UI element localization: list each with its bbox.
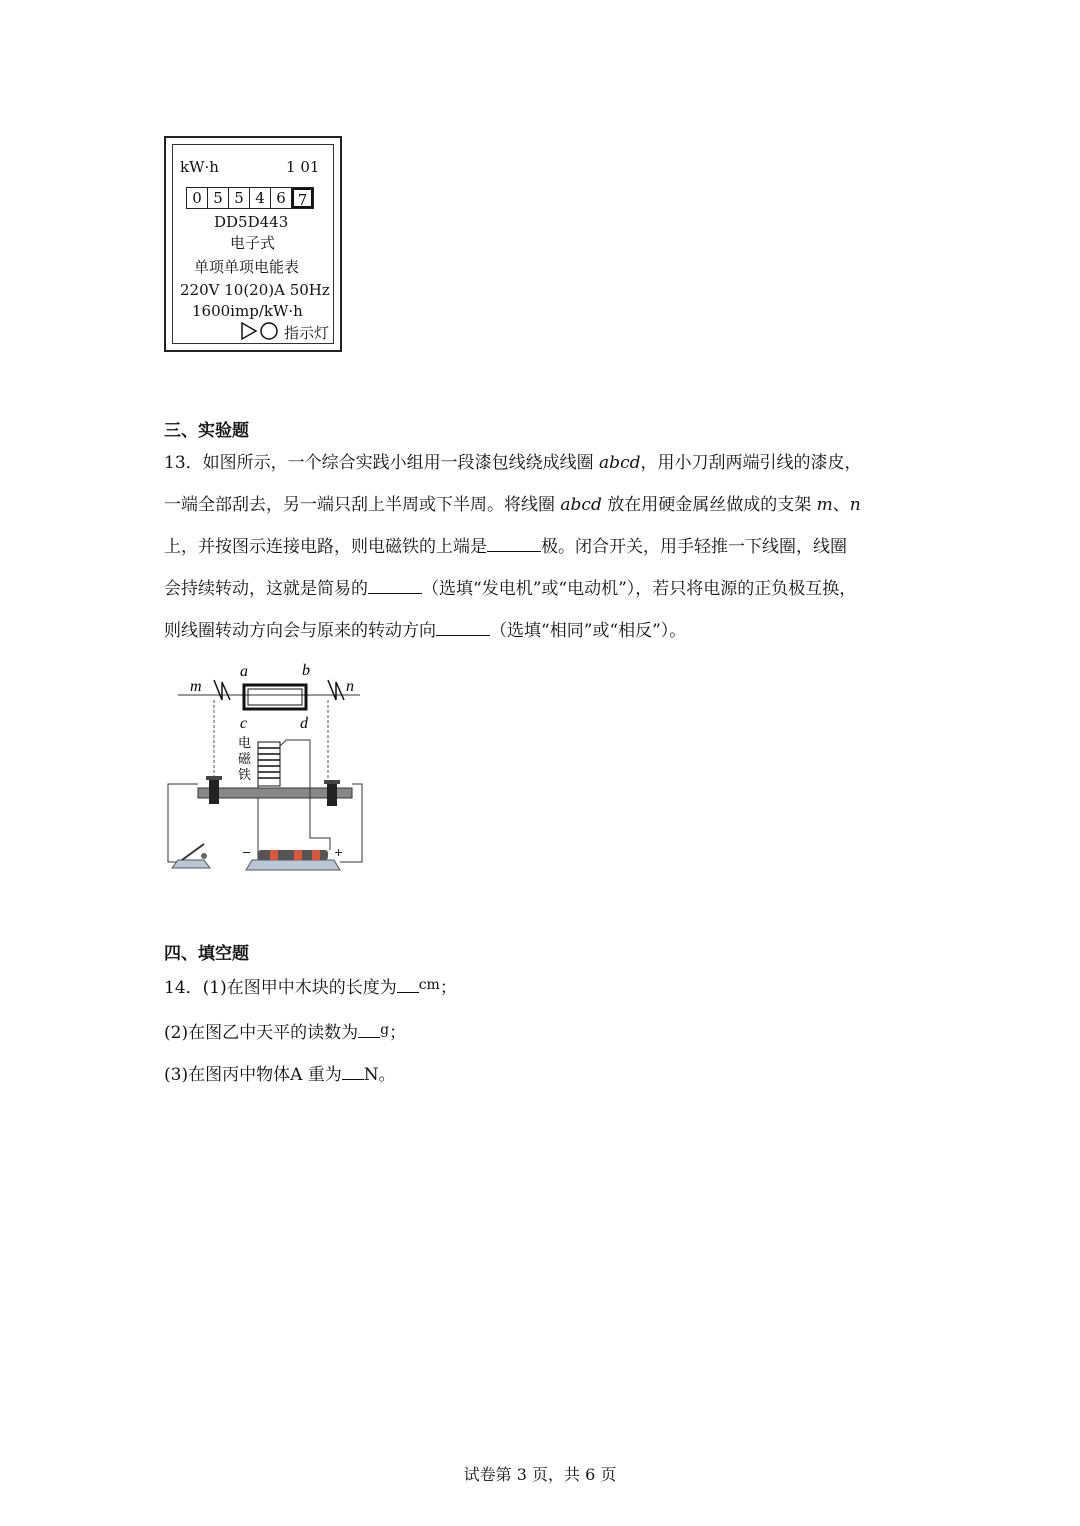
meter-digit-display [186,187,314,209]
meter-model: DD5D443 [214,213,289,231]
indicator-light-icon [240,321,282,341]
battery [246,850,340,870]
label-n: n [346,678,354,695]
magnet-label-1: 电 [238,736,252,751]
q13-line-2: 一端全部刮去，另一端只刮上半周或下半周。将线圈 abcd 放在用硬金属丝做成的支架 m、n [164,495,861,515]
meter-digit: 6 [271,188,292,208]
q13-line-3: 上，并按图示连接电路，则电磁铁的上端是 极。闭合开关，用手轻推一下线圈，线圈 [164,537,847,557]
meter-name: 单项单项电能表 [194,258,300,276]
meter-decimal-digit: 7 [292,188,313,208]
meter-digit: 5 [208,188,229,208]
right-support [328,680,344,700]
page-footer: 试卷第 3 页，共 6 页 [463,1465,617,1484]
magnet-label-3: 铁 [238,768,252,783]
q14-part-3: (3)在图丙中物体A 重为 N。 [164,1065,396,1085]
question-14 [164,964,457,1096]
label-d: d [300,715,308,732]
q14-part-1: 14．(1)在图甲中木块的长度为 $^{cm}$； [164,977,457,998]
meter-constant-left: 1 [286,158,296,176]
coil-inner [248,689,302,705]
label-m: m [190,678,202,695]
electric-meter-figure [164,136,342,352]
q13-line-5: 则线圈转动方向会与原来的转动方向 （选填“相同”或“相反”）。 [164,621,687,641]
q13-line-4: 会持续转动，这就是简易的 （选填“发电机”或“电动机”），若只将电源的正负极互换， [164,579,857,599]
answer-blank [487,537,541,552]
meter-constant [286,158,319,176]
electromagnet [258,740,310,860]
answer-blank [342,1065,364,1080]
meter-impulse-constant: 1600imp/kW·h [192,302,303,320]
section-title-experiment: 三、实验题 [164,421,249,441]
meter-unit: kW·h [180,158,219,176]
section-title-fill-in: 四、填空题 [164,944,249,964]
battery-plus-label: + [334,846,344,859]
label-b: b [302,662,310,679]
q13-line-1: 13．如图所示，一个综合实践小组用一段漆包线绕成线圈 abcd，用小刀刮两端引线的漆皮， [164,453,862,473]
meter-indicator-label: 指示灯 [284,324,330,342]
battery-minus-label: − [242,846,252,859]
question-13 [164,442,861,652]
left-circuit-wire [168,784,198,862]
meter-digit: 4 [250,188,271,208]
q14-part-2: (2)在图乙中天平的读数为 $^g$； [164,1022,407,1043]
answer-blank [397,978,419,993]
motor-circuit-figure [160,660,370,875]
left-support [214,680,230,700]
label-a: a [240,663,248,680]
switch [172,844,210,868]
meter-type: 电子式 [230,234,276,252]
answer-blank [358,1023,380,1038]
meter-rating: 220V 10(20)A 50Hz [180,281,330,299]
meter-constant-right: 01 [300,158,320,176]
answer-blank [368,579,422,594]
magnet-label-2: 磁 [238,752,252,767]
meter-digit: 5 [229,188,250,208]
label-c: c [240,715,248,732]
answer-blank [436,621,490,636]
meter-digit: 0 [187,188,208,208]
